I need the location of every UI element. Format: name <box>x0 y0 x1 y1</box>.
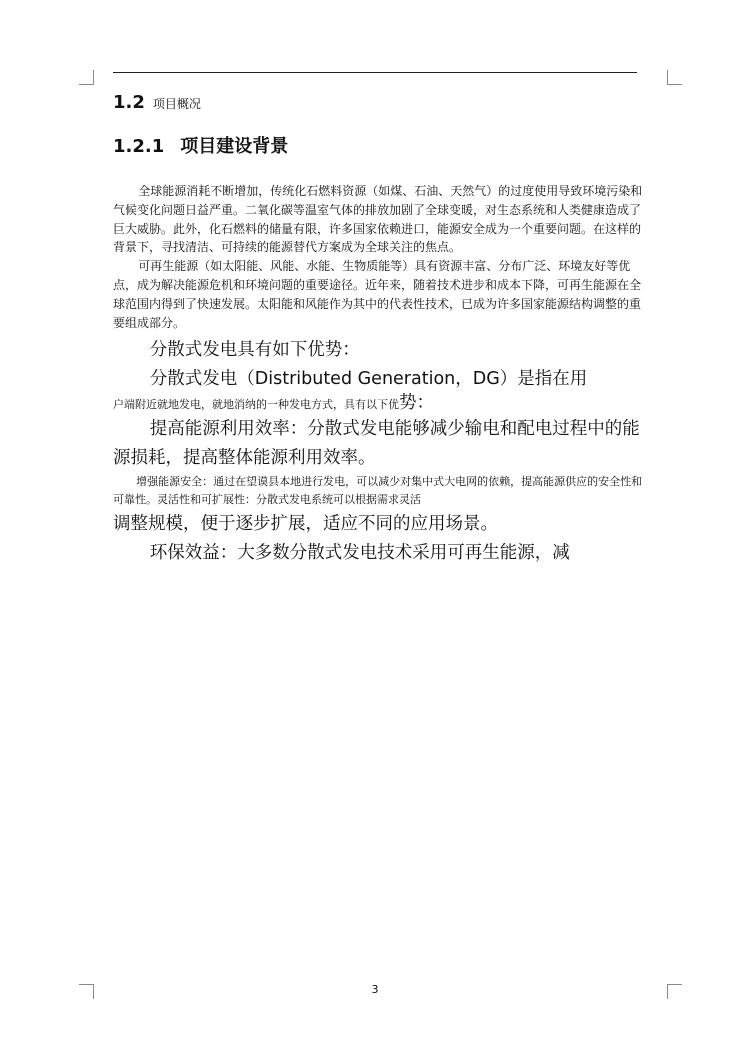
paragraph-dg-advantages-intro: 分散式发电具有如下优势： <box>149 340 360 361</box>
paragraph-flexibility: 调整规模，便于逐步扩展，适应不同的应用场景。 <box>113 513 498 534</box>
paragraph-dg-definition-end <box>113 394 643 415</box>
subsection-title: 项目建设背景 <box>180 136 289 157</box>
subsection-number: 1.2.1 <box>113 136 165 157</box>
paragraph-dg-definition-start: 分散式发电（Distributed Generation，DG）是指在用 <box>149 369 588 390</box>
dg-definition-tail: 势： <box>399 393 434 414</box>
paragraph-efficiency: 提高能源利用效率：分散式发电能够减少输电和配电过程中的能源损耗，提高整体能源利用效率。 <box>113 418 640 468</box>
section-number: 1.2 <box>113 92 145 113</box>
paragraph-renewable-energy: 可再生能源（如太阳能、风能、水能、生物质能等）具有资源丰富、分布广泛、环境友好等优点，成为解决能源危机和环境问题的重要途径。近年来，随着技术进步和成本下降，可再生能源在全球范围内得到了快速发展。太阳能和风能作为其中的代表性技术，已成为许多国家能源结构调整的重要组成部分。 <box>113 259 642 330</box>
paragraph-environmental-benefit: 环保效益：大多数分散式发电技术采用可再生能源，减 <box>149 542 570 563</box>
page-content <box>113 92 643 568</box>
section-heading <box>113 92 643 122</box>
paragraph-energy-background: 全球能源消耗不断增加，传统化石燃料资源（如煤、石油、天然气）的过度使用导致环境污染和气候变化问题日益严重。二氧化碳等温室气体的排放加剧了全球变暖，对生态系统和人类健康造成了巨大威胁。此外，化石燃料的储量有限，许多国家依赖进口，能源安全成为一个重要问题。在这样的背景下，寻找清洁、可持续的能源替代方案成为全球关注的焦点。 <box>113 184 643 255</box>
page-number: 3 <box>371 983 379 996</box>
crop-mark-top-left <box>79 70 94 85</box>
dg-definition-text: 户端附近就地发电，就地消纳的一种发电方式，具有以下优 <box>113 398 399 412</box>
section-title: 项目概况 <box>152 97 201 111</box>
subsection-heading <box>113 132 643 180</box>
crop-mark-top-right <box>667 70 682 85</box>
header-rule <box>113 72 637 73</box>
paragraph-energy-security: 增强能源安全：通过在望谟县本地进行发电，可以减少对集中式大电网的依赖，提高能源供应的安全性和可靠性。灵活性和可扩展性：分散式发电系统可以根据需求灵活 <box>113 474 643 507</box>
